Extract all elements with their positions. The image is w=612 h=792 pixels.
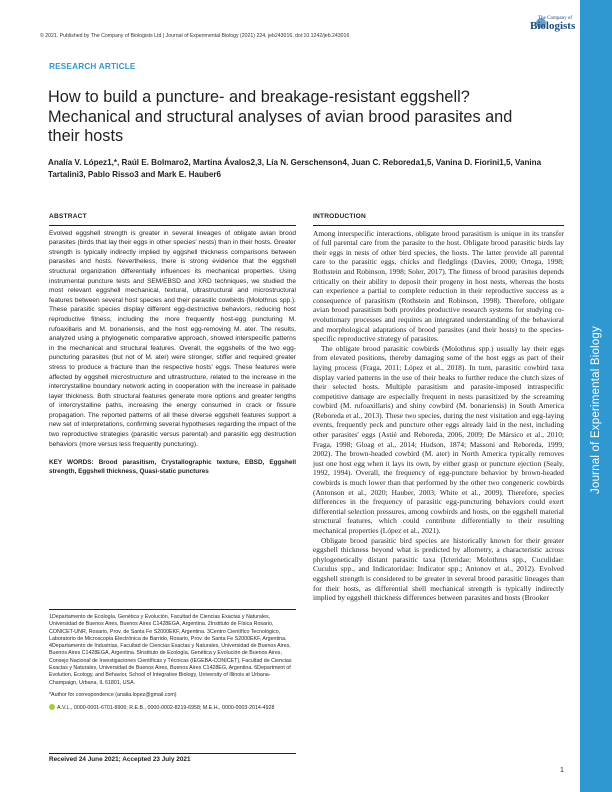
introduction-heading: INTRODUCTION bbox=[313, 213, 366, 220]
intro-paragraph-3: Obligate brood parasitic bird species are historically known for their greater eggshell thickness beyond what is predicted by allometry, a characteristic across phylogenetically distant parasitic taxa (Icteridae: Molothrus spp., Cuculidae: Cuculus spp., and Indicatoridae: Indicator spp.; Antonov et al., 2012). Evolved eggshell strength is considered to be greater in several brood parasitic lineages than for their hosts, as differential shell mechanical strength is typically indirectly implied by eggshell thickness differences between parasites and hosts (Brooker bbox=[313, 535, 564, 603]
affiliations: 1Departamento de Ecología, Genética y Evolución, Facultad de Ciencias Exactas y Naturales, Universidad de Buenos Aires, Buenos Aires C1428EGA, Argentina. 2Instituto de Física Rosario, CONICET-UNR, Rosario, Prov. de Santa Fe S2000EKF, Argentina. 3Centro Científico Tecnológico, Laboratorio de Microscopía Electrónica de Barrido, Rosario, Prov. de Santa Fe S2000EKF, Argentina. 4Departamento de Industrias, Facultad de Ciencias Exactas y Naturales, Universidad de Buenos Aires, Buenos Aires C1428EGA, Argentina. 5Instituto de Ecología, Genética y Evolución de Buenos Aires, Consejo Nacional de Investigaciones Científicas y Técnicas (IEGEBA-CONICET), Facultad de Ciencias Exactas y Naturales, Universidad de Buenos Aires, Buenos Aires C1428EG, Argentina. 6Department of Evolution, Ecology, and Behavior, School of Integrative Biology, University of Illinois at Urbana-Champaign, Urbana, IL 61801, USA. bbox=[49, 614, 292, 686]
keywords-label: KEY WORDS: bbox=[49, 459, 94, 467]
introduction-column bbox=[313, 212, 564, 603]
page-number: 1 bbox=[560, 767, 564, 774]
orcid-ids[interactable]: A.V.L., 0000-0001-6701-8906; R.E.B., 0000-0002-8219-6958; M.E.H., 0000-0003-2014-4928 bbox=[57, 705, 275, 712]
correspondence[interactable]: *Author for correspondence (analia.lopez@gmail.com) bbox=[49, 691, 177, 698]
introduction-rule bbox=[313, 225, 564, 226]
logo-small-text: The Company of bbox=[538, 16, 572, 21]
publisher-logo[interactable] bbox=[530, 16, 576, 32]
article-type: RESEARCH ARTICLE bbox=[49, 62, 136, 71]
keywords-list: Brood parasitism, Crystallographic texture, EBSD, Eggshell strength, Eggshell thickness, Quasi-static punctures bbox=[49, 459, 296, 476]
journal-citation-header: © 2021. Published by The Company of Biologists Ltd | Journal of Experimental Biology (2021) 224, jeb243016. doi:10.1242/jeb.243016 bbox=[40, 33, 350, 39]
footnotes bbox=[49, 609, 296, 713]
footnote-rule bbox=[49, 609, 296, 610]
article-title: How to build a puncture- and breakage-resistant eggshell? Mechanical and structural analyses of avian brood parasites and their hosts bbox=[48, 88, 513, 146]
intro-paragraph-1: Among interspecific interactions, obligate brood parasitism is unique in its transfer of full parental care from the parasite to the host. Obligate brood parasitic birds lay their eggs in nests of other bird species, the hosts. The latter provide all parental care to the parasitic eggs, chicks and fledglings (Davies, 2000; Ortega, 1998; Rothstein and Robinson, 1998; Soler, 2017). The fitness of brood parasites depends critically on their ability to deposit their progeny in host nests, whereas the hosts can experience a partial to complete reduction in their reproductive success as a consequence of parasitism (Rothstein and Robinson, 1998). Therefore, obligate avian brood parasitism both provides productive research systems for studying co-evolutionary processes and requires an integrated understanding of the behavioral and morphological adaptations of brood parasites (and their hosts) to the species-specific reproductive strategy of parasites. bbox=[313, 228, 564, 344]
abstract-text: Evolved eggshell strength is greater in several lineages of obligate avian brood parasites (birds that lay their eggs in other species' nests) than in their hosts. Greater strength is typically indirectly implied by eggshell thickness comparisons between parasites and hosts. Nevertheless, there is strong evidence that the eggshell structural organization differentially influences its mechanical properties. Using instrumental puncture tests and SEM/EBSD and XRD techniques, we studied the most relevant eggshell mechanical, textural, ultrastructural and microstructural features between several host species and their parasitic cowbirds (Molothrus spp.). These parasitic species display different egg-destructive behaviors, reducing host reproductive fitness, including the more frequently host-egg puncturing M. rufoaxillaris and M. bonariensis, and the host egg-removing M. ater. The results, analyzed using a phylogenetic comparative approach, showed interspecific patterns in the mechanical and structural features. Overall, the eggshells of the two egg-puncturing parasites (but not of M. ater) were stronger, stiffer and required greater stress to produce a fracture than the respective hosts' eggs. These features were affected by eggshell microstructure and ultrastructure, related to the increase in the intercrystalline boundary network acting in cooperation with the increase in palisade layer thickness. Both structural features generate more options and greater lengths of intercrystalline paths, increasing the energy consumed in crack or fissure propagation. The reported patterns of all these diverse eggshell features support a new set of interpretations, confirming several hypotheses regarding the impact of the two reproductive strategies (parasitic versus parental) and parasitic egg destruction behaviors (more versus less frequently puncturing). bbox=[49, 229, 296, 448]
abstract-column bbox=[49, 212, 296, 476]
abstract-rule bbox=[49, 225, 296, 226]
author-list: Analía V. López1,*, Raúl E. Bolmaro2, Martina Ávalos2,3, Lía N. Gerschenson4, Juan C. Reboreda1,5, Vanina D. Fiorini1,5, Vanina Tartalini3, Pablo Risso3 and Mark E. Hauber6 bbox=[48, 158, 542, 180]
orcid-line[interactable] bbox=[49, 704, 296, 712]
orcid-icon bbox=[49, 704, 55, 710]
sidebar-journal-title: Journal of Experimental Biology bbox=[590, 326, 602, 494]
intro-paragraph-2: The obligate brood parasitic cowbirds (Molothrus spp.) usually lay their eggs from elevated positions, thereby damaging some of the host eggs as part of their laying process (Fraga, 2011; López et al., 2018). In turn, parasitic cowbird taxa display varied patterns in the use of their beaks to further reduce the clutch sizes of their selected hosts. Multiple parasitism and parasite-imposed intraspecific competitive damage are especially frequent in nests parasitized by the screaming cowbird (M. rufoaxillaris) and shiny cowbird (M. bonariensis) in South America (Reboreda et al., 2013). These two species, during the nest visitation and egg-laying events, frequently peck and puncture other eggs already laid in the nest, including other parasites' eggs (Astié and Reboreda, 2006, 2009; De Mársico et al., 2010; Fraga, 1998; Gloag et al., 2014; Hudson, 1874; Massoni and Reboreda, 1999, 2002). The brown-headed cowbird (M. ater) in North America typically removes just one host egg when it lays its own, by either grasp or puncture ejection (Sealy, 1992, 1994). Overall, the frequency of egg-puncture behavior by brown-headed cowbirds is much lower than that performed by the other two congeneric cowbirds (Antonson et al., 2020; Hauber, 2003; White et al., 2009). Therefore, species differences in the frequency of parasitic egg-puncturing behaviors could exert differential selection pressures, among cowbirds and hosts, on the eggshell material structural features, which could contribute differentially to their resulting mechanical properties (López et al., 2021). bbox=[313, 343, 564, 535]
abstract-heading: ABSTRACT bbox=[49, 213, 87, 220]
keywords bbox=[49, 458, 296, 476]
received-dates: Received 24 June 2021; Accepted 23 July 2021 bbox=[49, 753, 296, 763]
logo-main-text: Biologists bbox=[530, 20, 576, 32]
